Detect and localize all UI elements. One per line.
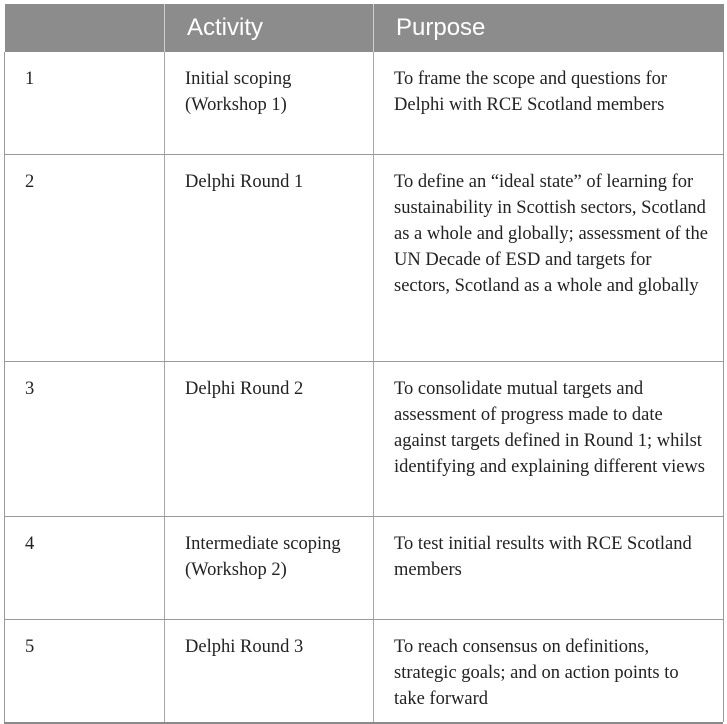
row-purpose: To frame the scope and questions for Delphi with RCE Scotland members (374, 52, 724, 155)
header-number (5, 4, 165, 52)
table-row (5, 620, 724, 723)
table-header (5, 4, 724, 52)
table-row (5, 362, 724, 517)
row-activity: Delphi Round 3 (165, 620, 374, 723)
table-row (5, 155, 724, 362)
row-purpose: To reach consensus on definitions, strategic goals; and on action points to take forward (374, 620, 724, 723)
row-number: 1 (5, 52, 165, 155)
table-body (5, 52, 724, 722)
activities-table-container (4, 4, 723, 724)
row-activity: Delphi Round 2 (165, 362, 374, 517)
header-row (5, 4, 724, 52)
header-activity: Activity (165, 4, 374, 52)
table-row (5, 52, 724, 155)
row-number: 3 (5, 362, 165, 517)
row-purpose: To define an “ideal state” of learning for sustainability in Scottish sectors, Scotland as a whole and globally; assessment of the UN Decade of ESD and targets for sectors, Scotland as a whole and globally (374, 155, 724, 362)
row-number: 2 (5, 155, 165, 362)
row-activity: Initial scoping (Workshop 1) (165, 52, 374, 155)
row-purpose: To test initial results with RCE Scotland members (374, 517, 724, 620)
row-activity: Intermediate scoping (Workshop 2) (165, 517, 374, 620)
row-activity: Delphi Round 1 (165, 155, 374, 362)
table-row (5, 517, 724, 620)
row-number: 4 (5, 517, 165, 620)
row-number: 5 (5, 620, 165, 723)
row-purpose: To consolidate mutual targets and assessment of progress made to date against targets defined in Round 1; whilst identifying and explaining different views (374, 362, 724, 517)
header-purpose: Purpose (374, 4, 724, 52)
activities-table (4, 4, 724, 722)
